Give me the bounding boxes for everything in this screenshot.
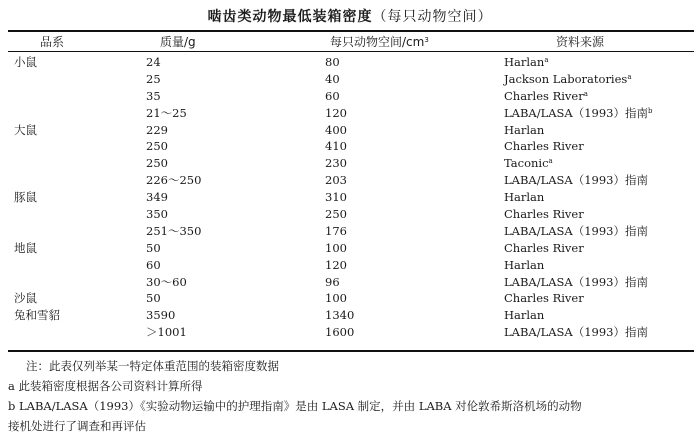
cell-space: 410 <box>325 139 347 154</box>
table-row <box>0 290 700 307</box>
cell-space: 60 <box>325 88 340 103</box>
header-strain: 品系 <box>40 35 65 49</box>
cell-weight: 35 <box>146 88 161 103</box>
cell-weight: 25 <box>146 71 161 86</box>
footnote-marker: a <box>544 56 549 64</box>
cell-source-text: LABA/LASA（1993）指南 <box>504 173 648 188</box>
cell-weight: ＞1001 <box>146 325 187 340</box>
cell-source <box>504 88 588 105</box>
cell-space: 120 <box>325 257 347 272</box>
cell-space: 203 <box>325 173 347 188</box>
cell-source-text: Harlan <box>504 308 545 323</box>
cell-space: 100 <box>325 291 347 306</box>
table-row <box>0 324 700 341</box>
cell-space: 96 <box>325 274 340 289</box>
cell-source-text: LABA/LASA（1993）指南 <box>504 325 648 340</box>
table-row <box>0 105 700 122</box>
table-row <box>0 155 700 172</box>
table-row <box>0 257 700 274</box>
cell-source <box>504 122 544 139</box>
table-row <box>0 206 700 223</box>
cell-source-text: Taconic <box>504 156 549 171</box>
cell-source <box>504 324 648 341</box>
table-row <box>0 122 700 139</box>
cell-source-text: Charles River <box>504 291 584 306</box>
cell-weight: 60 <box>146 257 161 272</box>
cell-source <box>504 290 584 307</box>
cell-source <box>504 257 544 274</box>
cell-space: 250 <box>325 207 347 222</box>
note-line: 注：此表仅列举某一特定体重范围的装箱密度数据 <box>26 359 279 373</box>
cell-source <box>504 138 584 155</box>
table-title-sub: （每只动物空间） <box>372 9 493 25</box>
cell-weight: 250 <box>146 156 168 171</box>
cell-source-text: Harlan <box>504 190 545 205</box>
cell-source-text: Harlan <box>504 55 545 69</box>
cell-source-text: LABA/LASA（1993）指南 <box>504 223 648 238</box>
header-space <box>330 33 429 50</box>
table-title-main: 啮齿类动物最低装箱密度 <box>207 9 373 25</box>
cell-space: 100 <box>325 240 347 255</box>
cell-space: 40 <box>325 71 340 86</box>
cell-source-text: LABA/LASA（1993）指南 <box>504 105 648 120</box>
header-weight: 质量/g <box>160 35 196 49</box>
table-top-rule <box>8 30 694 32</box>
cell-weight: 3590 <box>146 308 176 323</box>
footnote-marker: b <box>647 106 653 115</box>
cell-weight: 24 <box>146 55 161 69</box>
cell-weight: 50 <box>146 240 161 255</box>
cell-space: 230 <box>325 156 347 171</box>
cell-source <box>504 155 553 172</box>
footnote-marker: a <box>583 89 588 98</box>
table-title <box>0 6 700 26</box>
table-bottom-rule <box>8 350 694 352</box>
note-line: 接机处进行了调查和再评估 <box>8 419 146 433</box>
cell-weight: 21～25 <box>146 105 187 120</box>
table-row <box>0 274 700 291</box>
cell-space: 400 <box>325 122 347 137</box>
table-body <box>0 54 700 341</box>
cell-weight: 50 <box>146 291 161 306</box>
cell-source <box>504 307 544 324</box>
cell-weight: 250 <box>146 139 168 154</box>
cell-source <box>504 274 648 291</box>
table-row <box>0 223 700 240</box>
cell-source-text: Charles River <box>504 88 584 103</box>
cell-source <box>504 240 584 257</box>
cell-source-text: LABA/LASA（1993）指南 <box>504 274 648 289</box>
table-row <box>0 189 700 206</box>
footnote-marker: a <box>548 157 553 166</box>
cell-weight: 226～250 <box>146 173 202 188</box>
cell-strain: 兔和雪貂 <box>14 308 60 323</box>
cell-source-text: Harlan <box>504 257 545 272</box>
cell-weight: 251～350 <box>146 223 202 238</box>
header-space-sup: 3 <box>424 36 429 44</box>
cell-source-text: Charles River <box>504 207 584 222</box>
cell-space: 120 <box>325 105 347 120</box>
cell-strain: 地鼠 <box>14 240 37 255</box>
cell-strain: 小鼠 <box>14 55 37 69</box>
note-line: a 此装箱密度根据各公司资料计算所得 <box>8 379 203 393</box>
cell-strain: 大鼠 <box>14 122 37 137</box>
table-row <box>0 172 700 189</box>
cell-weight: 229 <box>146 122 168 137</box>
cell-source-text: Charles River <box>504 240 584 255</box>
table-header-rule <box>8 51 694 52</box>
cell-source-text: Charles River <box>504 139 584 154</box>
table-row <box>0 240 700 257</box>
cell-space: 1340 <box>325 308 355 323</box>
cell-source-text: Harlan <box>504 122 545 137</box>
table-row <box>0 71 700 88</box>
table-row <box>0 54 700 71</box>
note-line: b LABA/LASA（1993）《实验动物运输中的护理指南》是由 LASA 制定，并由 LABA 对伦敦希斯洛机场的动物 <box>8 399 582 413</box>
header-source: 资料来源 <box>556 35 605 49</box>
cell-strain: 沙鼠 <box>14 291 37 306</box>
table-row <box>0 138 700 155</box>
cell-space: 80 <box>325 55 340 69</box>
cell-space: 176 <box>325 223 347 238</box>
cell-source <box>504 223 648 240</box>
table-notes <box>8 356 698 436</box>
cell-source-text: Jackson Laboratories <box>504 71 628 86</box>
cell-space: 1600 <box>325 325 355 340</box>
cell-source <box>504 105 652 122</box>
cell-source <box>504 172 648 189</box>
cell-strain: 豚鼠 <box>14 190 37 205</box>
cell-weight: 349 <box>146 190 168 205</box>
header-space-text: 每只动物空间/cm <box>330 35 425 49</box>
table-row <box>0 307 700 324</box>
table-row <box>0 88 700 105</box>
cell-source <box>504 71 632 88</box>
cell-source <box>504 189 544 206</box>
cell-weight: 30～60 <box>146 274 187 289</box>
cell-space: 310 <box>325 190 347 205</box>
footnote-marker: a <box>627 72 632 81</box>
cell-source <box>504 206 584 223</box>
cell-source <box>504 54 549 71</box>
cell-weight: 350 <box>146 207 168 222</box>
